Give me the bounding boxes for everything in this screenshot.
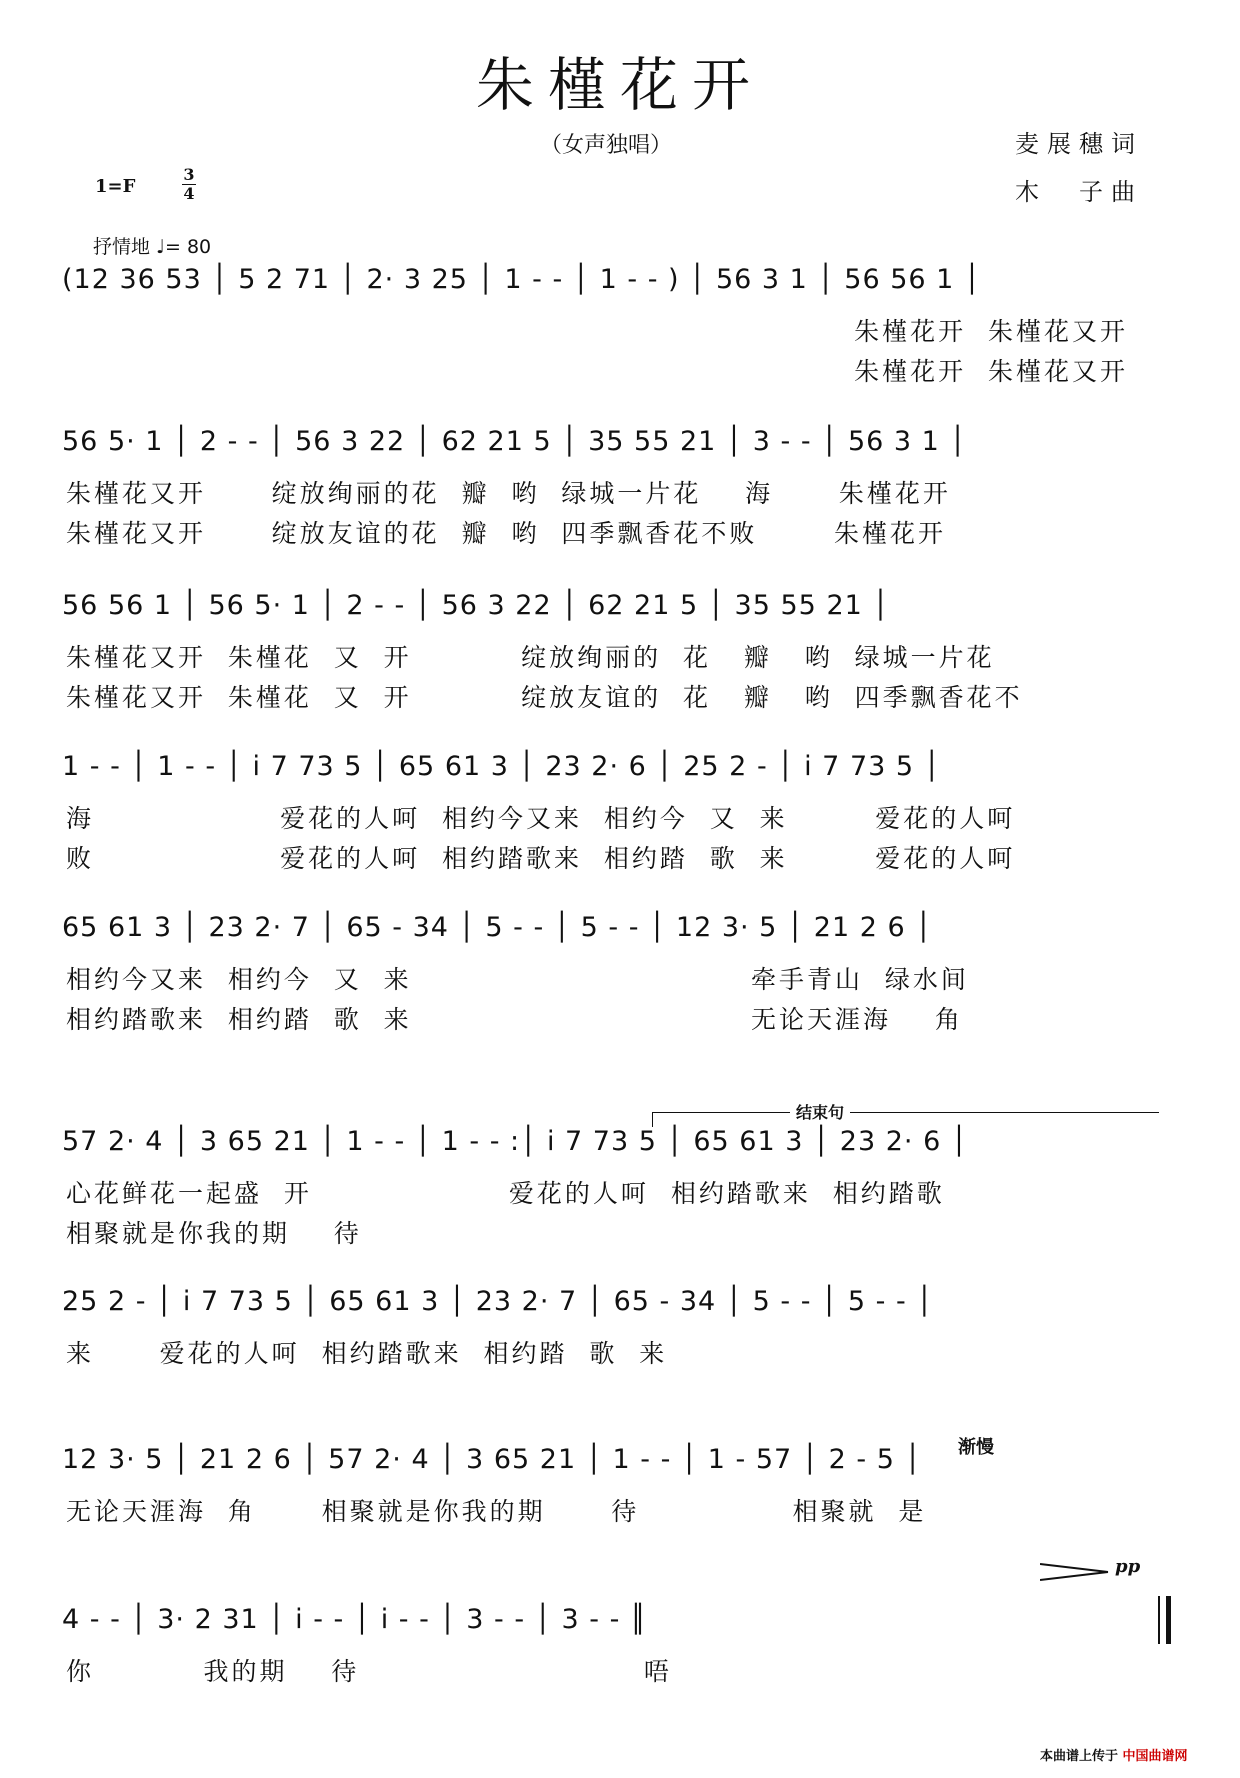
upload-footer [1040,1745,1188,1764]
notation-line: (12 36 53 │ 5 2 71 │ 2· 3 25 │ 1 - - │ 1 - - ) │ 56 3 1 │ 56 56 1 │ [62,264,982,295]
meter-denominator: 4 [183,184,195,203]
lyric-line: 朱槿花又开 绽放绚丽的花 瓣 哟 绿城一片花 海 朱槿花开 [66,479,951,508]
lyric-line: 无论天涯海 角 相聚就是你我的期 待 相聚就 是 [66,1497,927,1526]
notation-line: 1 - - │ 1 - - │ i 7 73 5 │ 65 61 3 │ 23 2· 6 │ 25 2 - │ i 7 73 5 │ [62,751,941,782]
notation-line: 56 5· 1 │ 2 - - │ 56 3 22 │ 62 21 5 │ 35 55 21 │ 3 - - │ 56 3 1 │ [62,426,967,457]
lyric-line: 朱槿花开 朱槿花又开 [66,357,1129,386]
notation-row [62,1444,1172,1480]
footer-site: 中国曲谱网 [1122,1749,1188,1764]
lyric-line: 败 爱花的人呵 相约踏歌来 相约踏 歌 来 爱花的人呵 [66,844,1016,873]
ending-bracket [652,1112,1159,1127]
notation-row [62,426,1172,462]
notation-row [62,264,1172,300]
notation-row [62,751,1172,787]
dynamic-mark: pp [1115,1556,1141,1577]
notation-line: 4 - - │ 3· 2 31 │ i - - │ i - - │ 3 - - │ 3 - - ║ [62,1604,648,1635]
key-signature: 1=F [95,176,136,197]
lyric-line: 朱槿花又开 绽放友谊的花 瓣 哟 四季飘香花不败 朱槿花开 [66,519,946,548]
lyric-line: 海 爱花的人呵 相约今又来 相约今 又 来 爱花的人呵 [66,804,1016,833]
lyric-line: 相约踏歌来 相约踏 歌 来 无论天涯海 角 [66,1005,963,1034]
lyric-line: 你 我的期 待 唔 [66,1657,672,1686]
notation-row [62,590,1172,626]
final-barline [1158,1596,1172,1644]
decrescendo-hairpin [1040,1560,1110,1584]
meter-numerator: 3 [183,165,195,184]
time-signature [182,166,196,203]
notation-row [62,912,1172,948]
lyric-line: 来 爱花的人呵 相约踏歌来 相约踏 歌 来 [66,1339,668,1368]
lyric-line: 相聚就是你我的期 待 [66,1219,362,1248]
notation-line: 56 56 1 │ 56 5· 1 │ 2 - - │ 56 3 22 │ 62 21 5 │ 35 55 21 │ [62,590,890,621]
notation-row [62,1286,1172,1322]
tempo-marking: 抒情地 ♩= 80 [93,236,212,258]
notation-line: 12 3· 5 │ 21 2 6 │ 57 2· 4 │ 3 65 21 │ 1 - - │ 1 - 57 │ 2 - 5 │ [62,1444,922,1475]
ending-label: 结束句 [790,1100,850,1123]
ritardando-mark: 渐慢 [958,1437,994,1458]
song-title: 朱槿花开 [475,51,764,119]
lyric-line: 朱槿花又开 朱槿花 又 开 绽放绚丽的 花 瓣 哟 绿城一片花 [66,643,995,672]
lyric-line: 相约今又来 相约今 又 来 牵手青山 绿水间 [66,965,969,994]
notation-row [62,1126,1172,1162]
performance-note: （女声独唱） [540,133,673,158]
notation-line: 25 2 - │ i 7 73 5 │ 65 61 3 │ 23 2· 7 │ 65 - 34 │ 5 - - │ 5 - - │ [62,1286,934,1317]
lyric-line: 朱槿花又开 朱槿花 又 开 绽放友谊的 花 瓣 哟 四季飘香花不 [66,683,1023,712]
lyricist-credit: 麦展穗词 [1015,130,1143,158]
lyric-line: 朱槿花开 朱槿花又开 [66,317,1129,346]
composer-credit: 木 子曲 [1015,178,1143,206]
notation-row [62,1604,1172,1640]
footer-prefix: 本曲谱上传于 [1040,1749,1119,1764]
notation-line: 65 61 3 │ 23 2· 7 │ 65 - 34 │ 5 - - │ 5 - - │ 12 3· 5 │ 21 2 6 │ [62,912,933,943]
notation-line: 57 2· 4 │ 3 65 21 │ 1 - - │ 1 - - :│ i 7 73 5 │ 65 61 3 │ 23 2· 6 │ [62,1126,969,1157]
lyric-line: 心花鲜花一起盛 开 爱花的人呵 相约踏歌来 相约踏歌 [66,1179,945,1208]
